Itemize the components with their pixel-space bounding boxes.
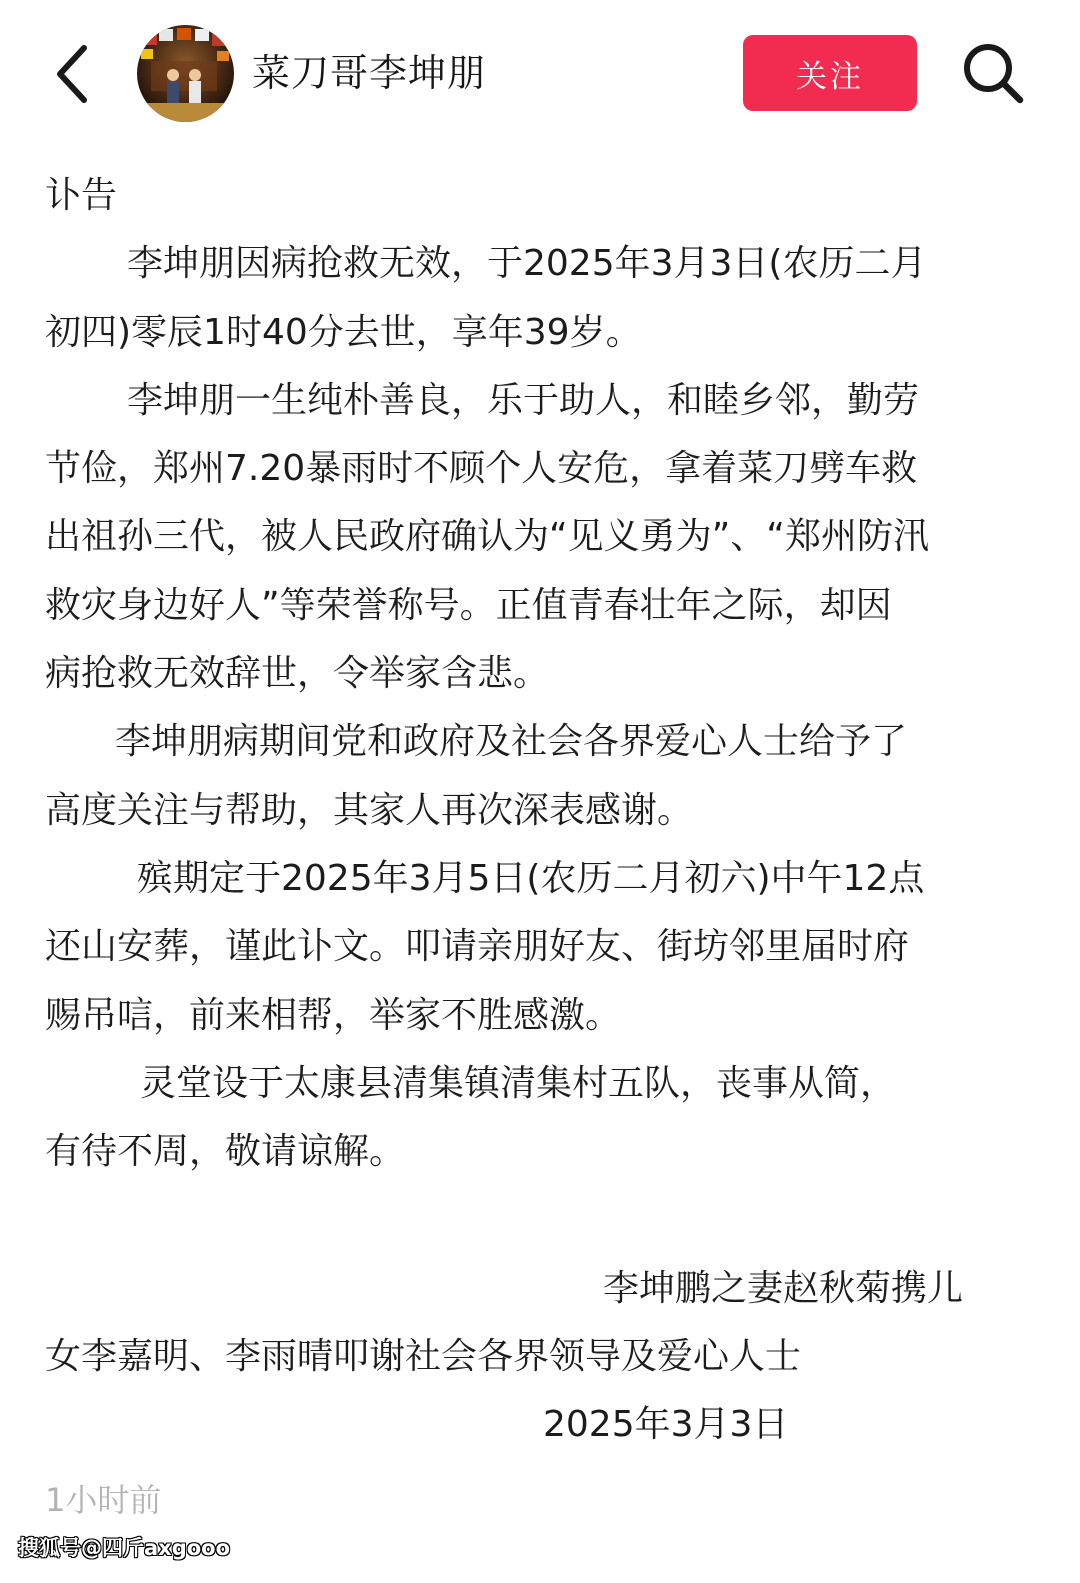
watermark: 搜狐号@四斤axgooo: [18, 1536, 231, 1560]
post-line: 李坤朋病期间党和政府及社会各界爱心人士给予了: [115, 721, 908, 763]
post-line: 灵堂设于太康县清集镇清集村五队，丧事从简，: [140, 1062, 897, 1104]
post-line: 还山安葬，谨此讣文。叩请亲朋好友、街坊邻里届时府: [45, 926, 910, 968]
username[interactable]: 菜刀哥李坤朋: [252, 51, 487, 95]
post-line: 有待不周，敬请谅解。: [45, 1131, 406, 1173]
follow-button[interactable]: 关注: [743, 35, 917, 111]
post-line: 赐吊唁，前来相帮，举家不胜感激。: [45, 994, 622, 1036]
post-spacer: [45, 1186, 1030, 1254]
search-icon: [960, 40, 1026, 106]
back-button[interactable]: [50, 42, 98, 106]
avatar-image: [137, 25, 234, 122]
post-line: 节俭，郑州7.20暴雨时不顾个人安危，拿着菜刀劈车救: [45, 448, 918, 490]
post-line: 殡期定于2025年3月5日(农历二月初六)中午12点: [137, 857, 925, 899]
post-line: 初四)零辰1时40分去世，享年39岁。: [45, 311, 642, 353]
chevron-left-icon: [50, 42, 98, 106]
post-line: 李坤朋一生纯朴善良，乐于助人，和睦乡邻，勤劳: [127, 379, 920, 421]
top-bar: [0, 0, 1080, 150]
post-heading: 讣告: [45, 175, 118, 216]
search-button[interactable]: [960, 40, 1026, 106]
post-line: 出祖孙三代，被人民政府确认为“见义勇为”、“郑州防汛: [45, 516, 929, 558]
post-signature: 李坤鹏之妻赵秋菊携儿: [603, 1267, 964, 1309]
post-date: 2025年3月3日: [543, 1404, 789, 1446]
post-body: [45, 162, 1030, 1460]
avatar[interactable]: [137, 25, 234, 122]
post-timestamp: 1小时前: [45, 1481, 162, 1519]
post-line: 高度关注与帮助，其家人再次深表感谢。: [45, 789, 694, 831]
post-line: 救灾身边好人”等荣誉称号。正值青春壮年之际，却因: [45, 584, 892, 626]
post-signature: 女李嘉明、李雨晴叩谢社会各界领导及爱心人士: [45, 1336, 802, 1378]
post-line: 李坤朋因病抢救无效，于2025年3月3日(农历二月: [127, 243, 927, 285]
post-line: 病抢救无效辞世，令举家含悲。: [45, 653, 550, 695]
